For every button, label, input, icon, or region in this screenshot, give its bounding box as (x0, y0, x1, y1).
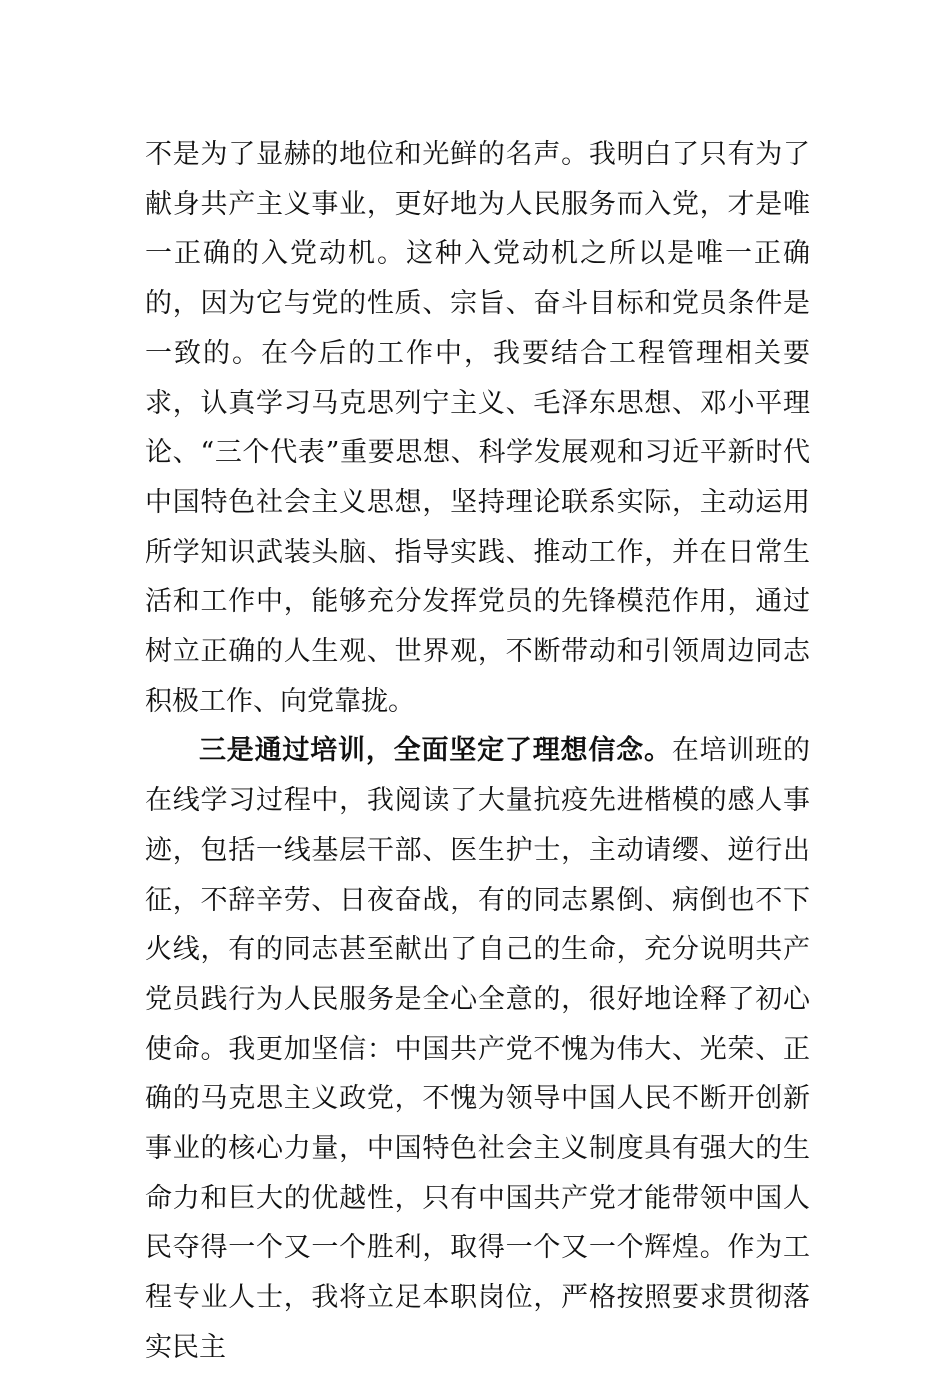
paragraph-text: 在培训班的在线学习过程中，我阅读了大量抗疫先进楷模的感人事迹，包括一线基层干部、医生护士，主动请缨、逆行出征，不辞辛劳、日夜奋战，有的同志累倒、病倒也不下火线，有的同志甚至献出了自己的生命，充分说明共产党员践行为人民服务是全心全意的，很好地诠释了初心使命。我更加坚信：中国共产党不愧为伟大、光荣、正确的马克思主义政党，不愧为领导中国人民不断开创新事业的核心力量，中国特色社会主义制度具有强大的生命力和巨大的优越性，只有中国共产党才能带领中国人民夺得一个又一个胜利，取得一个又一个辉煌。作为工程专业人士，我将立足本职岗位，严格按照要求贯彻落实民主 (145, 735, 811, 1363)
paragraph-section-three (145, 726, 810, 1372)
paragraph-text: 不是为了显赫的地位和光鲜的名声。我明白了只有为了献身共产主义事业，更好地为人民服务而入党，才是唯一正确的入党动机。这种入党动机之所以是唯一正确的，因为它与党的性质、宗旨、奋斗目标和党员条件是一致的。在今后的工作中，我要结合工程管理相关要求，认真学习马克思列宁主义、毛泽东思想、邓小平理论、“三个代表”重要思想、科学发展观和习近平新时代中国特色社会主义思想，坚持理论联系实际，主动运用所学知识武装头脑、指导实践、推动工作，并在日常生活和工作中，能够充分发挥党员的先锋模范作用，通过树立正确的人生观、世界观，不断带动和引领周边同志积极工作、向党靠拢。 (145, 139, 810, 717)
paragraph-continued (145, 130, 810, 726)
paragraph-lead-heading: 三是通过培训，全面坚定了理想信念。 (199, 735, 672, 767)
document-body (145, 130, 810, 1373)
